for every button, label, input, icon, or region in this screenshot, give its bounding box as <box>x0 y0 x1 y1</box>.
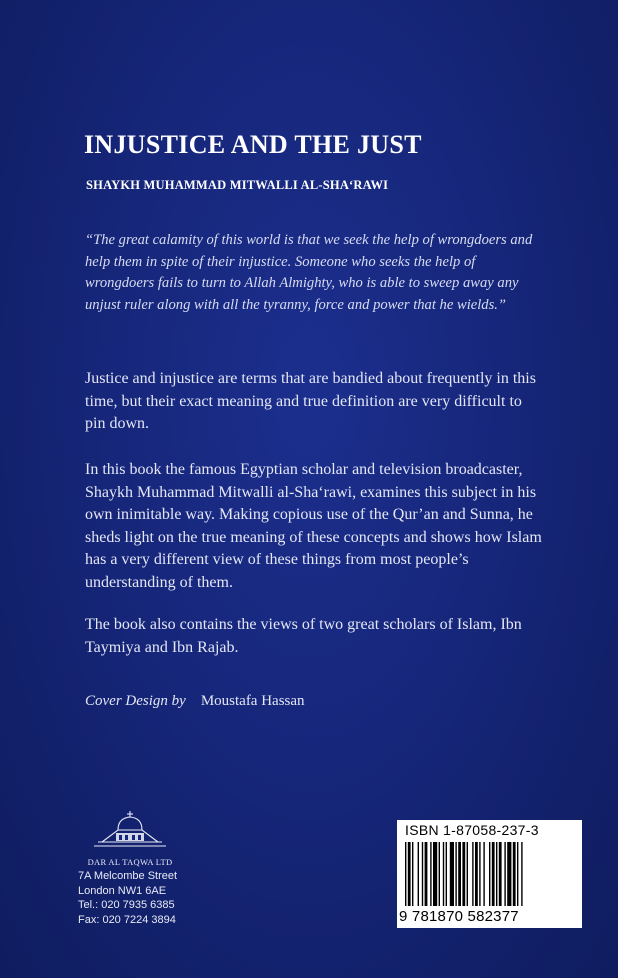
description-paragraph-1: Justice and injustice are terms that are bandied about frequently in this time, but their exact meaning and true definition are very difficult to pin down. <box>85 370 536 432</box>
book-title: INJUSTICE AND THE JUST <box>84 130 422 159</box>
address-line: Fax: 020 7224 3894 <box>78 913 176 926</box>
publisher-block <box>70 808 190 867</box>
credit-label: Cover Design by <box>85 693 186 709</box>
address-line: Tel.: 020 7935 6385 <box>78 899 175 911</box>
address-line: London NW1 6AE <box>78 884 167 897</box>
description-paragraph-3: The book also contains the views of two great scholars of Islam, Ibn Taymiya and Ibn Rajab. <box>85 616 522 656</box>
barcode-box <box>397 820 582 928</box>
publisher-address <box>78 869 177 927</box>
credit-name: Moustafa Hassan <box>200 693 305 709</box>
mosque-dome-logo-icon <box>90 808 170 850</box>
description-paragraph-2: In this book the famous Egyptian scholar and television broadcaster, Shaykh Muhammad Mitwalli al-Sha‘rawi, examines this subject in his own inimitable way. Making copious use of the Qur’an and Sunna, he sheds light on the true meaning of these concepts and shows how Islam has a very different view of these things from most people’s understanding of them. <box>85 461 542 591</box>
cover-design-credit <box>85 693 305 710</box>
book-author: SHAYKH MUHAMMAD MITWALLI AL-SHA‘RAWI <box>86 178 389 192</box>
address-line: 7A Melcombe Street <box>78 870 178 882</box>
barcode-digits: 9 781870 582377 <box>399 908 519 925</box>
pull-quote: “The great calamity of this world is that we seek the help of wrongdoers and help them in spite of their injustice. Someone who seeks the help of wrongdoers fails to turn to Allah Almighty, who is able to sweep away any unjust ruler along with all the tyranny, force and power that he wields.” <box>85 232 533 313</box>
isbn-number: ISBN 1-87058-237-3 <box>405 822 539 838</box>
barcode-icon <box>405 842 577 908</box>
publisher-name: DAR AL TAQWA LTD <box>87 857 173 867</box>
